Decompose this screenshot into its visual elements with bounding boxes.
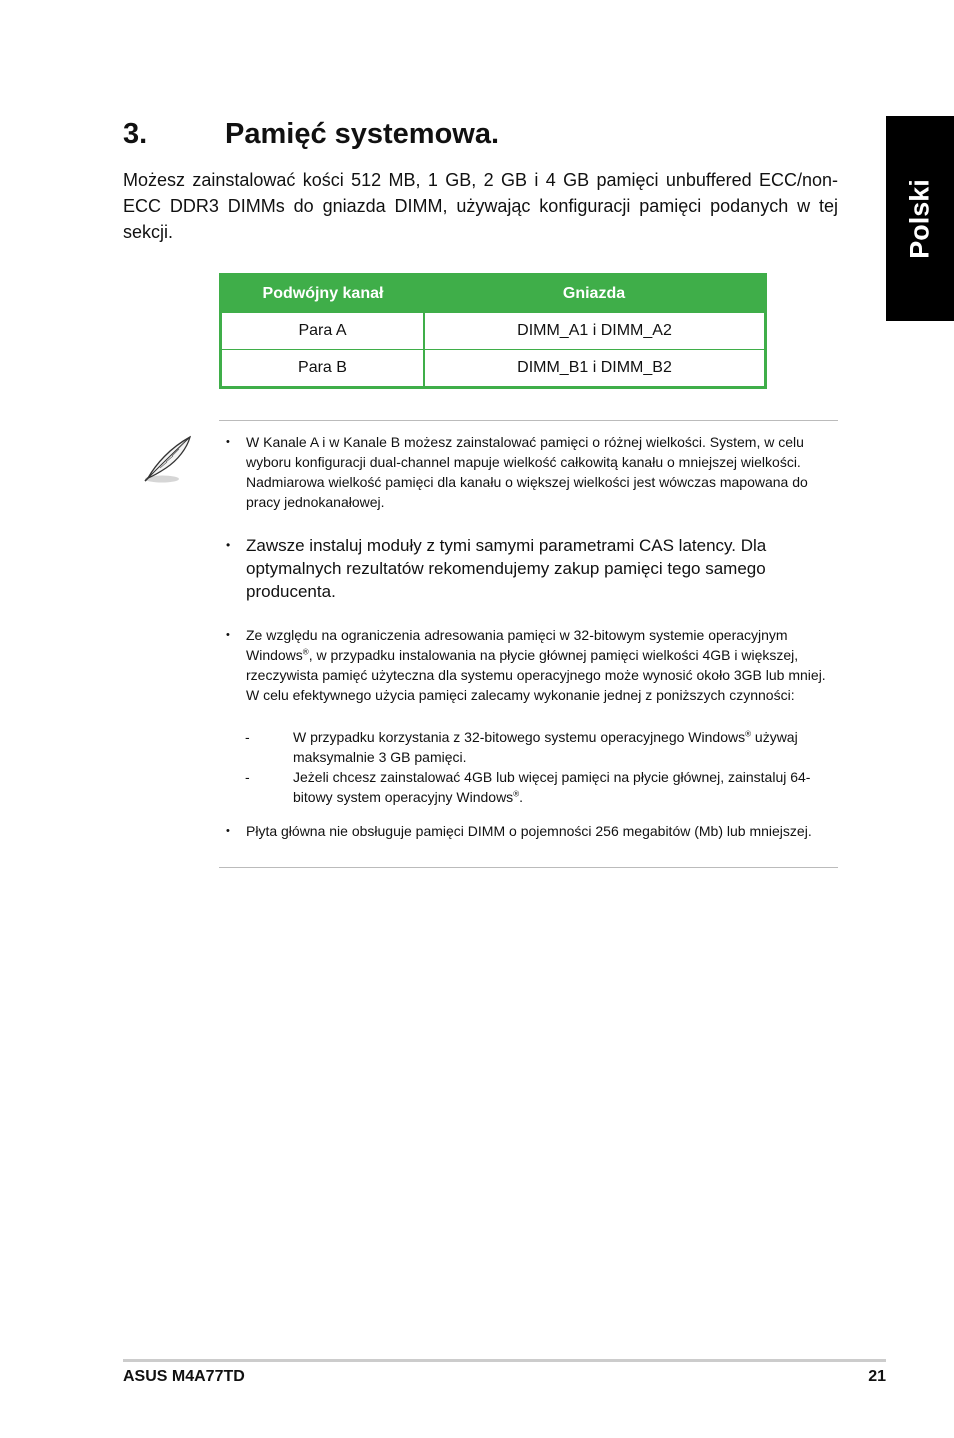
table-cell-sockets: DIMM_A1 i DIMM_A2 — [424, 313, 764, 350]
note-text: , w przypadku instalowania na płycie głównej pamięci wielkości 4GB i większej, rzeczywista pamięć użyteczna dla systemu operacyjnego może wynosić około 3GB lub mniej. W celu efektywnego użycia pamięci zalecamy wykonanie jednej z poniższych czynności: — [246, 647, 826, 703]
registered-mark: ® — [302, 647, 309, 657]
sub-item — [224, 727, 838, 767]
note-item — [224, 821, 838, 841]
table-row — [222, 313, 764, 350]
dash-marker: - — [245, 769, 250, 785]
footer-model: ASUS M4A77TD — [123, 1368, 245, 1385]
intro-paragraph: Możesz zainstalować kości 512 MB, 1 GB, 2 GB i 4 GB pamięci unbuffered ECC/non-ECC DDR3 DIMMs do gniazda DIMM, używając konfiguracji pamięci podanych w tej sekcji. — [123, 170, 838, 242]
table-cell-pair: Para B — [222, 350, 424, 387]
table-cell-sockets: DIMM_B1 i DIMM_B2 — [424, 350, 764, 387]
dash-marker: - — [245, 729, 250, 745]
header-channel: Podwójny kanał — [262, 285, 384, 302]
note-text: Ze względu na ograniczenia adresowania pamięci w 32-bitowym systemie operacyjnym Windows — [246, 627, 788, 663]
sub-text: W przypadku korzystania z 32-bitowego systemu operacyjnego Windows — [293, 729, 746, 745]
note-text: Zawsze instaluj moduły z tymi samymi parametrami CAS latency. Dla optymalnych rezultatów rekomendujemy zakup pamięci tego samego producenta. — [246, 536, 767, 601]
note-text: W Kanale A i w Kanale B możesz zainstalować pamięci o różnej wielkości. System, w celu wyboru konfiguracji dual-channel mapuje wielkość całkowitą kanału o mniejszej wielkości. Nadmiarowa wielkość pamięci dla kanału o większej wielkości jest wówczas mapowana do pracy jednokanałowej. — [246, 434, 808, 510]
section-title: Pamięć systemowa. — [225, 118, 500, 150]
note-bottom-divider — [219, 867, 838, 868]
note-text: Płyta główna nie obsługuje pamięci DIMM o pojemności 256 megabitów (Mb) lub mniejszej. — [246, 823, 812, 839]
page-number: 21 — [868, 1368, 886, 1385]
sub-item — [224, 767, 838, 807]
table-row — [222, 350, 764, 387]
note-top-divider — [219, 420, 838, 421]
table-header-row — [222, 276, 764, 313]
registered-mark: ® — [513, 789, 520, 799]
note-item — [224, 534, 838, 603]
memory-config-table — [219, 273, 767, 389]
note-item — [224, 432, 838, 512]
bullet-marker: • — [226, 538, 231, 552]
header-sockets: Gniazda — [562, 285, 626, 302]
language-tab — [886, 116, 954, 321]
bullet-marker: • — [226, 825, 230, 837]
bullet-marker: • — [226, 629, 230, 641]
registered-mark: ® — [745, 729, 752, 739]
bullet-marker: • — [226, 436, 230, 448]
sub-text: Jeżeli chcesz zainstalować 4GB lub więcej pamięci na płycie głównej, zainstaluj 64-bitowy system operacyjny Windows — [293, 769, 811, 805]
feather-pen-icon — [140, 432, 195, 487]
notes-list — [224, 432, 838, 841]
sub-text: . — [519, 789, 523, 805]
table-cell-pair: Para A — [222, 313, 424, 350]
sub-text: używaj maksymalnie 3 GB pamięci. — [293, 729, 798, 765]
section-number: 3. — [123, 118, 148, 150]
language-tab-label: Polski — [904, 178, 935, 259]
note-item — [224, 625, 838, 705]
footer-divider — [123, 1359, 886, 1362]
